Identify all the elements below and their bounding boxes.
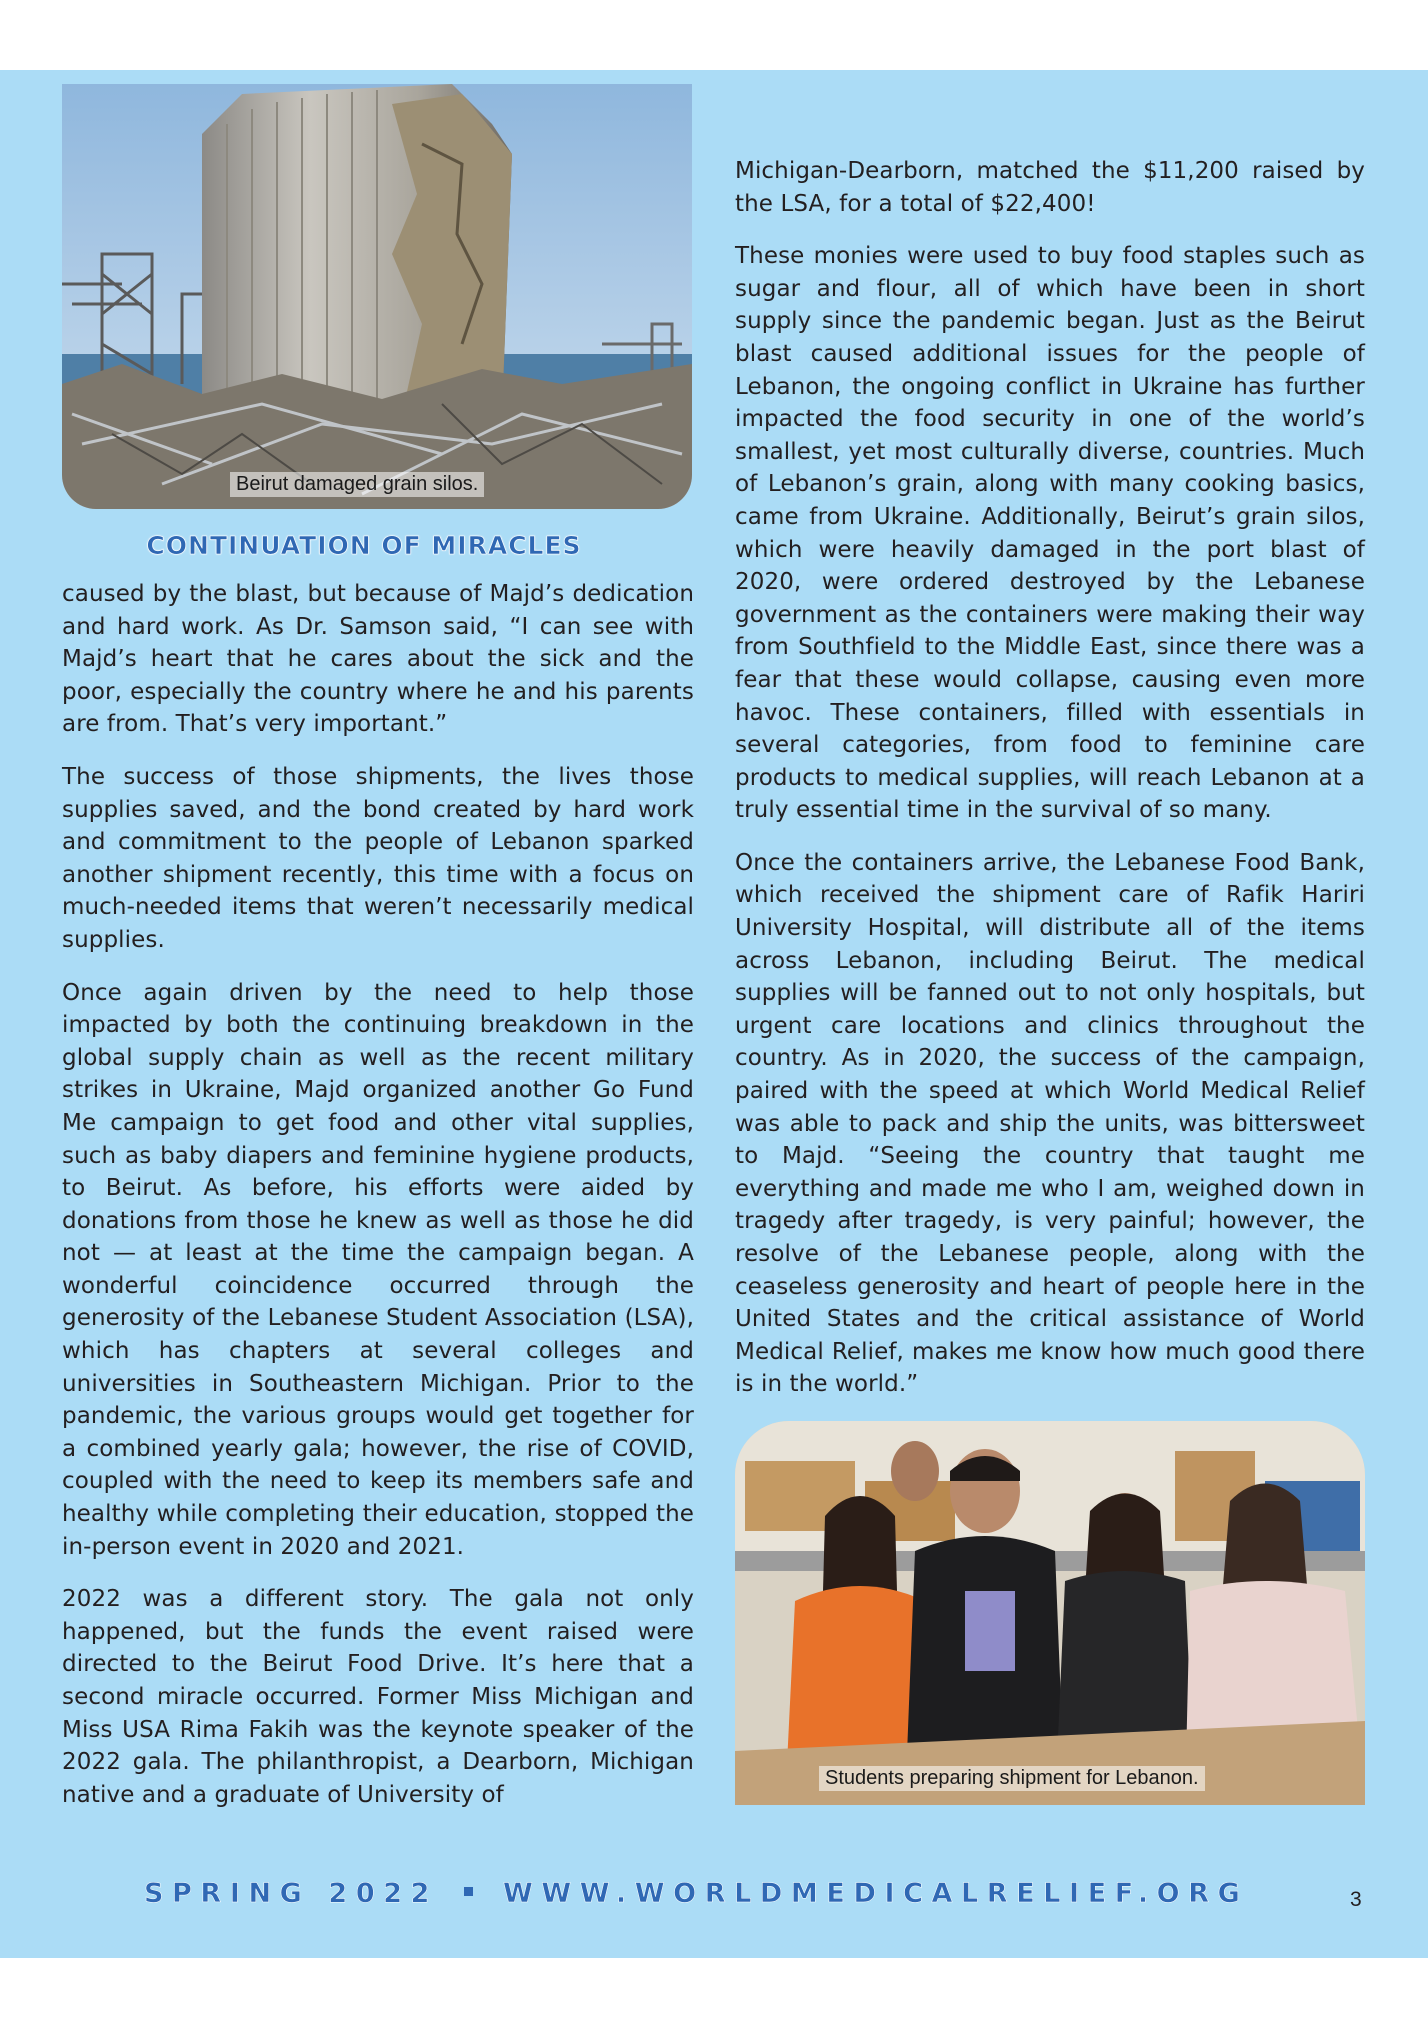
students-photo-caption: Students preparing shipment for Lebanon. [819, 1766, 1205, 1791]
silos-photo-caption: Beirut damaged grain silos. [230, 472, 484, 497]
footer-masthead [144, 1878, 1248, 1909]
footer-website-link[interactable]: WWW.WORLDMEDICALRELIEF.ORG [502, 1878, 1249, 1909]
body-paragraph: Once again driven by the need to help those impacted by both the continuing breakdown in the global supply chain as well as the recent military strikes in Ukraine, Majd organized another Go Fund Me campaign to get food and other vital supplies, such as baby diapers and feminine hygiene products, to Beirut. As before, his efforts were aided by donations from those he knew as well as those he did not — at least at the time the campaign began. A wonderful coincidence occurred through the generosity of the Lebanese Student Association (LSA), which has chapters at several colleges and universities in Southeastern Michigan. Prior to the pandemic, the various groups would get together for a combined yearly gala; however, the rise of COVID, coupled with the need to keep its members safe and healthy while completing their education, stopped the in-person event in 2020 and 2021. [62, 979, 694, 1560]
silos-illustration [62, 84, 692, 509]
body-paragraph: The success of those shipments, the lives those supplies saved, and the bond created by hard work and commitment to the people of Lebanon sparked another shipment recently, this time with a focus on much-needed items that weren’t necessarily medical supplies. [62, 763, 694, 953]
students-illustration [735, 1421, 1365, 1805]
body-paragraph: These monies were used to buy food staples such as sugar and flour, all of which have been in short supply since the pandemic began. Just as the Beirut blast caused additional issues for the people of Lebanon, the ongoing conflict in Ukraine has further impacted the food security in one of the world’s smallest, yet most culturally diverse, countries. Much of Lebanon’s grain, along with many cooking basics, came from Ukraine. Additionally, Beirut’s grain silos, which were heavily damaged in the port blast of 2020, were ordered destroyed by the Lebanese government as the containers were making their way from Southfield to the Middle East, since there was a fear that these would collapse, causing even more havoc. These containers, filled with essentials in several categories, from food to feminine care products to medical supplies, will reach Lebanon at a truly essential time in the survival of so many. [735, 243, 1365, 824]
footer-issue: SPRING 2022 [144, 1878, 438, 1909]
bullet-separator-icon [464, 1887, 473, 1896]
body-paragraph: Once the containers arrive, the Lebanese Food Bank, which received the shipment care of Rafik Hariri University Hospital, will distribute all of the items across Lebanon, including Beirut. The medical supplies will be fanned out to not only hospitals, but urgent care locations and clinics throughout the country. As in 2020, the success of the campaign, paired with the speed at which World Medical Relief was able to pack and ship the units, was bittersweet to Majd. “Seeing the country that taught me everything and made me who I am, weighed down in tragedy after tragedy, is very painful; however, the resolve of the Lebanese people, along with the ceaseless generosity and heart of people here in the United States and the critical assistance of World Medical Relief, makes me know how much good there is in the world.” [735, 849, 1365, 1398]
photo-beirut-grain-silos [62, 84, 692, 509]
right-column [735, 155, 1365, 1805]
section-title: CONTINUATION OF MIRACLES [146, 531, 582, 560]
page-number: 3 [1350, 1888, 1362, 1911]
body-paragraph: caused by the blast, but because of Majd’s dedication and hard work. As Dr. Samson said, “I can see with Majd’s heart that he cares about the sick and the poor, especially the country where he and his parents are from. That’s very important.” [62, 581, 694, 738]
left-column [62, 84, 694, 1831]
body-paragraph: Michigan-Dearborn, matched the $11,200 raised by the LSA, for a total of $22,400! [735, 158, 1365, 217]
body-paragraph: 2022 was a different story. The gala not only happened, but the funds the event raised were directed to the Beirut Food Drive. It’s here that a second miracle occurred. Former Miss Michigan and Miss USA Rima Fakih was the keynote speaker of the 2022 gala. The philanthropist, a Dearborn, Michigan native and a graduate of University of [62, 1586, 694, 1808]
photo-students-preparing-shipment [735, 1421, 1365, 1805]
